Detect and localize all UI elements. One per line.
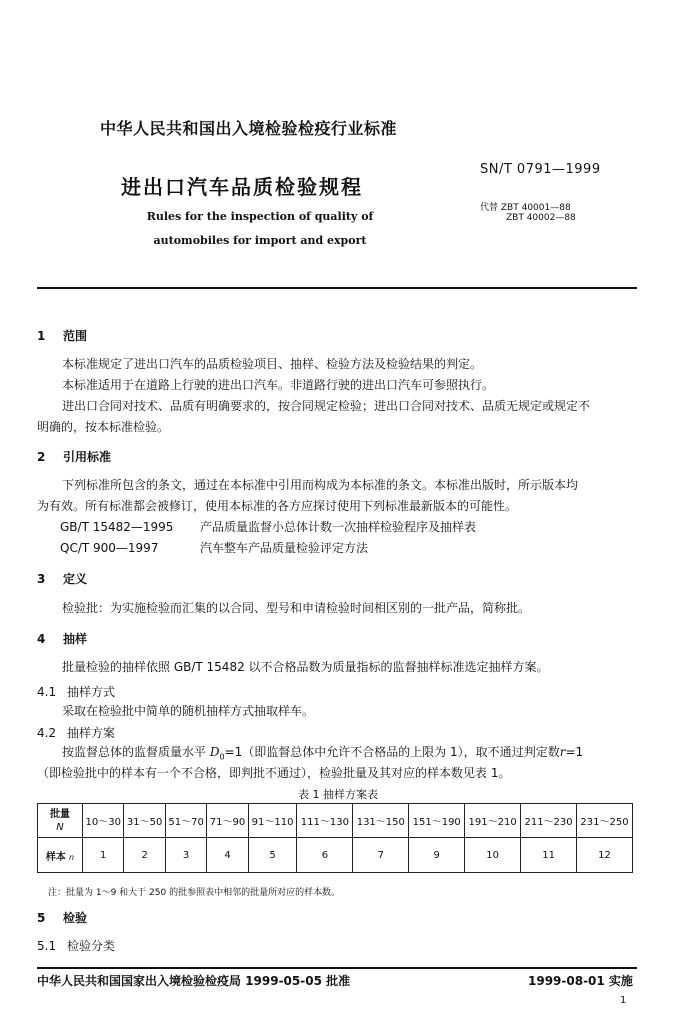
table-cell-lot: 71～90 <box>207 804 248 838</box>
section-1-paragraph: 进出口合同对技术、品质有明确要求的，按合同规定检验；进出口合同对技术、品质无规定或规定不 <box>62 399 591 413</box>
table-cell-lot: 51～70 <box>165 804 206 838</box>
replaces-code-1: ZBT 40001—88 <box>500 203 571 213</box>
reference-title: 汽车整车产品质量检验评定方法 <box>200 541 369 555</box>
document-title-cn: 进出口汽车品质检验规程 <box>121 175 363 199</box>
section-1-paragraph: 本标准规定了进出口汽车的品质检验项目、抽样、检验方法及检验结果的判定。 <box>62 357 483 371</box>
section-title: 抽样 <box>63 632 88 646</box>
document-title-en-line1: Rules for the inspection of quality of <box>146 210 374 223</box>
table-cell-lot: 191～210 <box>465 804 521 838</box>
subsection-4-2-paragraph-cont: （即检验批中的样本有一个不合格，即判批不通过），检验批量及其对应的样本数见表 1。 <box>37 766 511 780</box>
section-2-heading <box>37 448 111 465</box>
effective-date: 1999-08-01 实施 <box>528 974 633 988</box>
issue-approval: 中华人民共和国国家出入境检验检疫局 1999-05-05 批准 <box>37 974 351 988</box>
footer-divider <box>37 967 637 969</box>
section-number: 4 <box>37 632 46 646</box>
document-title-en-line2: automobiles for import and export <box>153 234 367 247</box>
header-divider <box>37 287 637 289</box>
table-cell-lot: 91～110 <box>248 804 297 838</box>
section-3-paragraph: 检验批：为实施检验而汇集的以合同、型号和申请检验时间相区别的一批产品，简称批。 <box>62 601 531 615</box>
section-number: 2 <box>37 450 46 464</box>
table-cell-lot: 231～250 <box>577 804 633 838</box>
table-cell-lot: 211～230 <box>521 804 577 838</box>
reference-title: 产品质量监督小总体计数一次抽样检验程序及抽样表 <box>200 520 477 534</box>
subsection-number: 5.1 <box>37 939 57 953</box>
section-2-paragraph: 下列标准所包含的条文，通过在本标准中引用而构成为本标准的条文。本标准出版时，所示版本均 <box>62 478 579 492</box>
table-cell-lot: 151～190 <box>409 804 465 838</box>
table-row-sample <box>38 838 633 873</box>
text-run: 按监督总体的监督质量水平 <box>62 745 210 759</box>
table-cell-sample: 7 <box>353 838 409 873</box>
section-2-paragraph-cont: 为有效。所有标准都会被修订，使用本标准的各方应探讨使用下列标准最新版本的可能性。 <box>37 499 518 513</box>
industry-standard-title: 中华人民共和国出入境检验检疫行业标准 <box>100 119 398 138</box>
table-cell-lot: 10～30 <box>83 804 124 838</box>
section-1-paragraph-cont: 明确的，按本标准检验。 <box>37 420 170 434</box>
section-4-paragraph: 批量检验的抽样依照 GB/T 15482 以不合格品数为质量指标的监督抽样标准选定抽样方案。 <box>62 660 549 674</box>
section-title: 引用标准 <box>63 450 112 464</box>
header-label: 批量 <box>50 808 70 820</box>
section-3-heading <box>37 570 87 587</box>
table-cell-sample: 3 <box>165 838 206 873</box>
table-cell-sample: 2 <box>124 838 165 873</box>
table-cell-sample: 5 <box>248 838 297 873</box>
section-5-heading <box>37 909 87 926</box>
table-cell-lot: 31～50 <box>124 804 165 838</box>
table-cell-sample: 12 <box>577 838 633 873</box>
standard-code: SN/T 0791—1999 <box>480 162 601 177</box>
header-symbol: N <box>56 821 64 833</box>
reference-item <box>60 539 368 556</box>
header-label: 样本 <box>45 851 66 863</box>
table-cell-sample: 11 <box>521 838 577 873</box>
subsection-number: 4.2 <box>37 726 57 740</box>
table-cell-lot: 111～130 <box>297 804 353 838</box>
subsection-title: 抽样方式 <box>67 685 116 699</box>
replaces-code-2: ZBT 40002—88 <box>506 213 576 223</box>
text-run: =1 <box>565 745 584 759</box>
subsection-4-2-heading <box>37 724 115 741</box>
subsection-title: 检验分类 <box>67 939 116 953</box>
subsection-title: 抽样方案 <box>67 726 116 740</box>
section-number: 1 <box>37 329 46 343</box>
section-4-heading <box>37 630 87 647</box>
subsection-number: 4.1 <box>37 685 57 699</box>
sampling-table <box>37 803 633 873</box>
page-number: 1 <box>620 995 627 1006</box>
variable-subscript: 0 <box>219 752 225 762</box>
section-title: 定义 <box>63 572 88 586</box>
reference-item <box>60 518 476 535</box>
subsection-4-1-paragraph: 采取在检验批中简单的随机抽样方式抽取样车。 <box>62 704 315 718</box>
table-cell-sample: 10 <box>465 838 521 873</box>
table-cell-sample: 4 <box>207 838 248 873</box>
subsection-4-1-heading <box>37 683 115 700</box>
table-cell-sample: 6 <box>297 838 353 873</box>
replaces-block <box>480 200 571 213</box>
table-caption: 表 1 抽样方案表 <box>298 788 378 801</box>
table-cell-sample: 1 <box>83 838 124 873</box>
reference-code: QC/T 900—1997 <box>60 541 159 555</box>
variable-d: D <box>209 745 220 759</box>
replaces-label: 代替 <box>480 203 499 213</box>
section-number: 5 <box>37 911 46 925</box>
section-1-heading <box>37 327 87 344</box>
text-run: =1（即监督总体中允许不合格品的上限为 1），取不通过判定数 <box>224 745 560 759</box>
table-note: 注：批量为 1～9 和大于 250 的批参照表中相邻的批量所对应的样本数。 <box>48 888 341 898</box>
table-header-lot <box>38 804 83 838</box>
table-cell-sample: 9 <box>409 838 465 873</box>
section-1-paragraph: 本标准适用于在道路上行驶的进出口汽车。非道路行驶的进出口汽车可参照执行。 <box>62 378 495 392</box>
table-cell-lot: 131～150 <box>353 804 409 838</box>
section-title: 范围 <box>63 329 88 343</box>
subsection-5-1-heading <box>37 937 115 954</box>
header-symbol: n <box>69 852 75 862</box>
table-header-sample <box>38 838 83 873</box>
variable-r: r <box>559 745 566 759</box>
table-row-lot <box>38 804 633 838</box>
section-number: 3 <box>37 572 46 586</box>
reference-code: GB/T 15482—1995 <box>60 520 174 534</box>
section-title: 检验 <box>63 911 88 925</box>
